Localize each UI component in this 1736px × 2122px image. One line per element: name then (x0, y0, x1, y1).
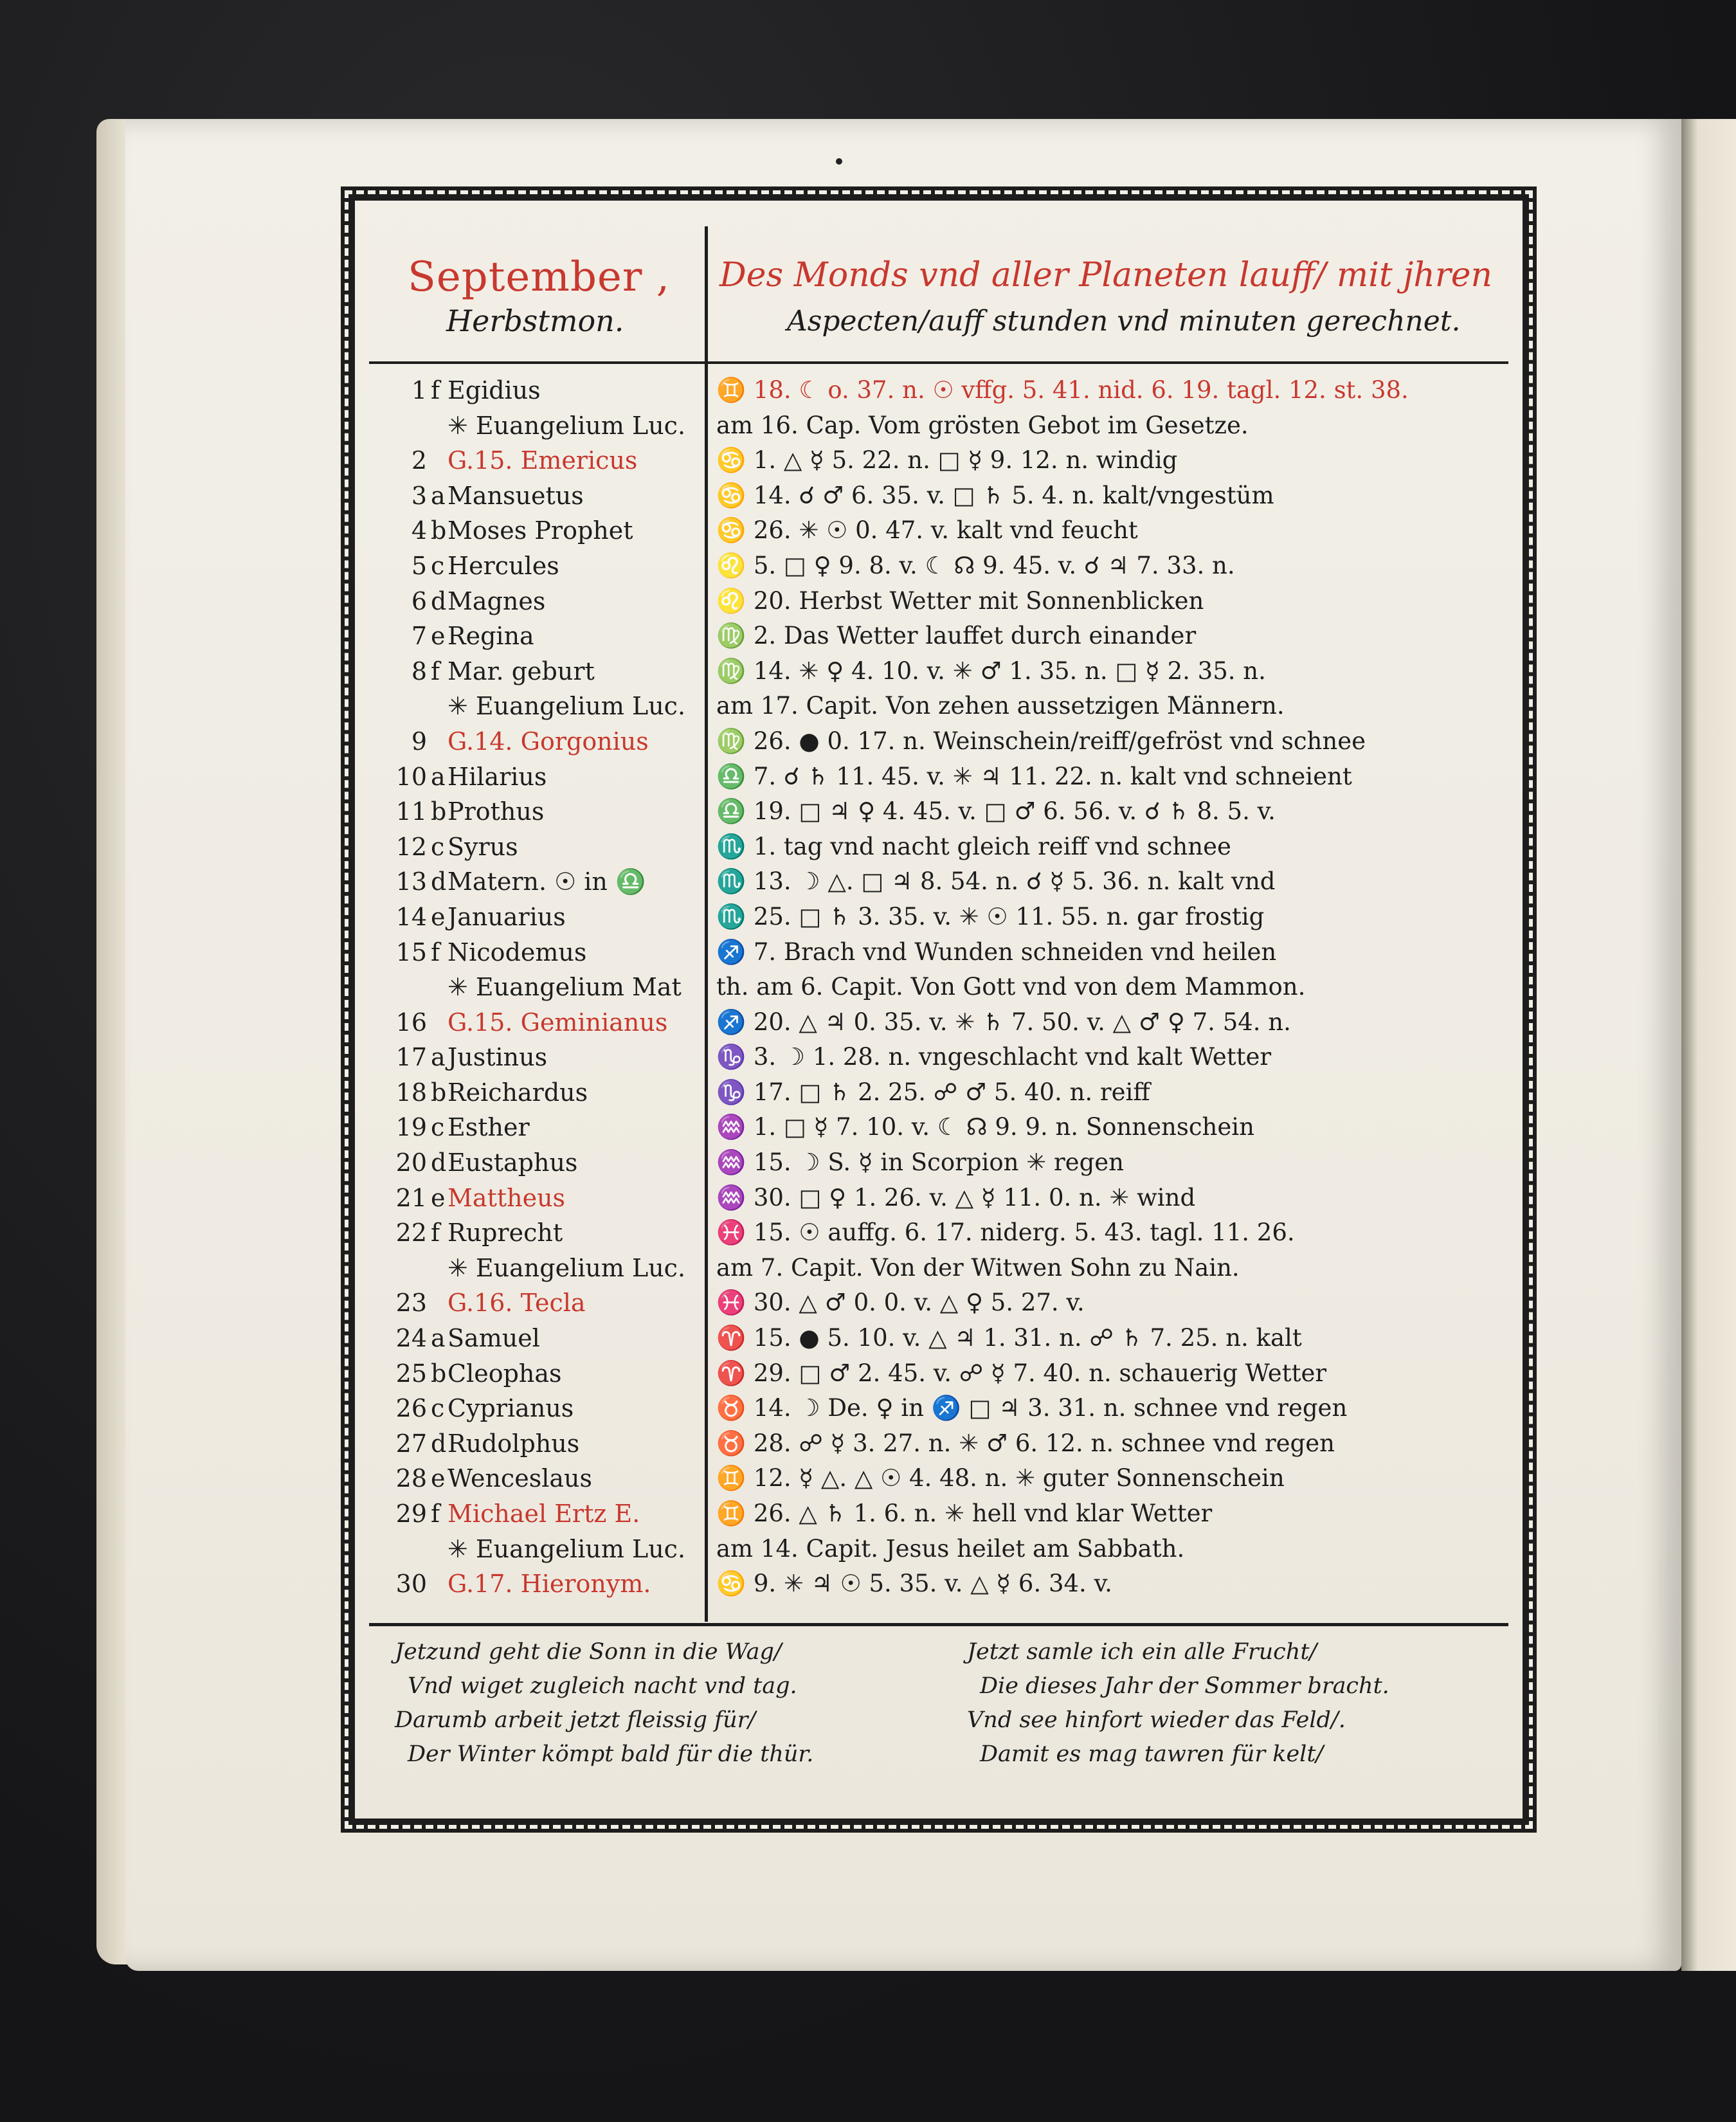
calendar-row (369, 512, 1508, 548)
day-number: 23 (395, 1289, 427, 1318)
calendar-row (369, 829, 1508, 864)
day-number: 27 (395, 1429, 427, 1458)
planet-aspects: ♋ 14. ☌ ♂ 6. 35. v. □ ♄ 5. 4. n. kalt/vngestüm (716, 481, 1274, 509)
dominical-letter: f (431, 376, 440, 404)
dominical-letter: a (431, 1043, 446, 1072)
planet-aspects: ♊ 26. △ ♄ 1. 6. n. ✳ hell vnd klar Wetter (716, 1500, 1213, 1527)
dominical-letter: c (431, 551, 445, 580)
day-number: 8 (411, 657, 427, 685)
dominical-letter: b (431, 516, 447, 545)
day-number: 5 (411, 551, 427, 580)
day-entry (382, 1359, 700, 1388)
day-entry (382, 1078, 700, 1107)
planet-aspects: ♒ 1. □ ☿ 7. 10. v. ☾ ☊ 9. 9. n. Sonnenschein (716, 1113, 1254, 1141)
dominical-letter: e (431, 1464, 446, 1493)
planet-aspects: ♊ 18. ☾ o. 37. n. ☉ vffg. 5. 41. nid. 6. 19. tagl. 12. st. 38. (716, 376, 1409, 404)
saint-name: Moses Prophet (448, 516, 633, 545)
day-number: 1 (411, 376, 427, 404)
saint-name: Nicodemus (448, 938, 587, 966)
saint-name: Egidius (448, 376, 541, 404)
saint-name: G.17. Hieronym. (448, 1570, 651, 1599)
saint-name: Prothus (448, 797, 545, 826)
saint-name: ✳ Euangelium Luc. (448, 1253, 686, 1282)
saint-name: G.15. Geminianus (448, 1008, 668, 1037)
saint-name: Syrus (448, 832, 518, 861)
dominical-letter: d (431, 1148, 447, 1177)
planet-aspects: ♏ 13. ☽ △. □ ♃ 8. 54. n. ☌ ☿ 5. 36. n. kalt vnd (716, 867, 1276, 896)
day-entry (382, 657, 700, 685)
saint-name: Michael Ertz E. (448, 1500, 640, 1528)
day-number: 19 (395, 1113, 427, 1142)
saint-name: Mansuetus (448, 481, 584, 510)
day-entry (382, 867, 700, 896)
day-entry (382, 376, 700, 404)
day-number: 29 (395, 1500, 427, 1528)
planet-aspects: ♍ 2. Das Wetter lauffet durch einander (716, 622, 1197, 650)
planet-aspects: th. am 6. Capit. Von Gott vnd von dem Mammon. (716, 973, 1306, 1001)
header-subtitle: Aspecten/auff stunden vnd minuten gerechnet. (787, 305, 1461, 338)
saint-name: Regina (448, 622, 534, 651)
calendar-row (369, 1180, 1508, 1215)
printer-mark (836, 158, 842, 165)
planet-aspects: ♌ 5. □ ♀ 9. 8. v. ☾ ☊ 9. 45. v. ☌ ♃ 7. 33. n. (716, 551, 1235, 579)
planet-aspects: am 14. Capit. Jesus heilet am Sabbath. (716, 1534, 1185, 1563)
planet-aspects: ♋ 1. △ ☿ 5. 22. n. □ ☿ 9. 12. n. windig (716, 446, 1178, 475)
dominical-letter: c (431, 1113, 445, 1142)
planet-aspects: am 7. Capit. Von der Witwen Sohn zu Nain. (716, 1253, 1240, 1282)
calendar-row (369, 1460, 1508, 1496)
day-entry (382, 833, 700, 861)
day-number: 22 (395, 1219, 427, 1247)
calendar-row (369, 723, 1508, 759)
saint-name: Esther (448, 1113, 530, 1142)
planet-aspects: ♎ 7. ☌ ♄ 11. 45. v. ✳ ♃ 11. 22. n. kalt vnd schneient (716, 762, 1352, 790)
saint-name: Cyprianus (448, 1394, 574, 1423)
calendar-row (369, 759, 1508, 794)
saint-name: ✳ Euangelium Luc. (448, 1534, 686, 1563)
footer-rule (369, 1623, 1508, 1626)
planet-aspects: ♓ 15. ☉ auffg. 6. 17. niderg. 5. 43. tagl. 11. 26. (716, 1219, 1295, 1247)
day-number: 16 (395, 1008, 427, 1037)
day-number: 6 (411, 586, 427, 615)
calendar-row (369, 1250, 1508, 1285)
day-entry (382, 1113, 700, 1141)
saint-name: Mar. geburt (448, 657, 595, 685)
calendar-row (369, 969, 1508, 1004)
saint-name: Rudolphus (448, 1429, 580, 1458)
day-entry (382, 1008, 700, 1037)
planet-aspects: am 17. Capit. Von zehen aussetzigen Männern. (716, 692, 1285, 720)
day-number: 28 (395, 1464, 427, 1493)
day-number: 12 (395, 832, 427, 861)
calendar-row (369, 1496, 1508, 1531)
calendar-row (369, 1145, 1508, 1180)
day-number: 26 (395, 1394, 427, 1423)
dominical-letter: d (431, 867, 447, 896)
calendar-row (369, 934, 1508, 970)
day-entry (382, 446, 700, 475)
saint-name: Samuel (448, 1324, 540, 1353)
day-entry (382, 973, 700, 1001)
day-entry (382, 903, 700, 931)
day-entry (382, 1289, 700, 1317)
planet-aspects: ♍ 14. ✳ ♀ 4. 10. v. ✳ ♂ 1. 35. n. □ ☿ 2. 35. n. (716, 657, 1266, 685)
verse-right-3: Vnd see hinfort wieder das Feld/. (967, 1707, 1346, 1733)
saint-name: Magnes (448, 586, 546, 615)
saint-name: Reichardus (448, 1078, 588, 1107)
dominical-letter: e (431, 622, 446, 651)
day-entry (382, 622, 700, 650)
dominical-letter: b (431, 1359, 447, 1388)
dominical-letter: f (431, 1500, 440, 1528)
day-number: 20 (395, 1148, 427, 1177)
day-number: 13 (395, 867, 427, 896)
planet-aspects: ♈ 15. ● 5. 10. v. △ ♃ 1. 31. n. ☍ ♄ 7. 25. n. kalt (716, 1324, 1302, 1352)
verse-right-4: Damit es mag tawren für kelt/ (980, 1741, 1324, 1767)
day-entry (382, 1429, 700, 1458)
day-number: 15 (395, 938, 427, 966)
calendar-row (369, 583, 1508, 619)
calendar-row (369, 618, 1508, 653)
dominical-letter: f (431, 1219, 440, 1247)
verse-left-4: Der Winter kömpt bald für die thür. (408, 1741, 814, 1767)
facing-page-edge (1681, 119, 1736, 1971)
saint-name: Januarius (448, 902, 566, 931)
calendar-row (369, 793, 1508, 829)
calendar-row (369, 1109, 1508, 1145)
calendar-row (369, 1004, 1508, 1040)
day-entry (382, 727, 700, 756)
day-number: 18 (395, 1078, 427, 1107)
calendar-row (369, 1356, 1508, 1391)
calendar-row (369, 1426, 1508, 1461)
saint-name: G.15. Emericus (448, 446, 638, 475)
planet-aspects: ♑ 3. ☽ 1. 28. n. vngeschlacht vnd kalt Wetter (716, 1043, 1272, 1071)
day-entry (382, 516, 700, 545)
day-entry (382, 1219, 700, 1247)
calendar-row (369, 653, 1508, 689)
day-entry (382, 1254, 700, 1282)
header-title: Des Monds vnd aller Planeten lauff/ mit jhren (719, 256, 1493, 295)
planet-aspects: ♋ 26. ✳ ☉ 0. 47. v. kalt vnd feucht (716, 516, 1138, 545)
saint-name: Hilarius (448, 762, 547, 791)
day-number: 9 (411, 727, 427, 756)
dominical-letter: e (431, 1183, 446, 1212)
calendar-row (369, 899, 1508, 934)
calendar-row (369, 408, 1508, 443)
verse-right-2: Die dieses Jahr der Sommer bracht. (980, 1673, 1389, 1699)
day-entry (382, 1324, 700, 1352)
day-number: 7 (411, 622, 427, 651)
dominical-letter: b (431, 797, 447, 826)
day-number: 30 (395, 1570, 427, 1599)
calendar-row (369, 1531, 1508, 1566)
dominical-letter: f (431, 657, 440, 685)
day-entry (382, 587, 700, 615)
planet-aspects: ♐ 20. △ ♃ 0. 35. v. ✳ ♄ 7. 50. v. △ ♂ ♀ 7. 54. n. (716, 1008, 1291, 1036)
calendar-row (369, 688, 1508, 723)
calendar-row (369, 1075, 1508, 1110)
calendar-rows (369, 372, 1508, 1601)
saint-name: Eustaphus (448, 1148, 578, 1177)
day-entry (382, 797, 700, 826)
planet-aspects: ♋ 9. ✳ ♃ ☉ 5. 35. v. △ ☿ 6. 34. v. (716, 1570, 1112, 1598)
day-number: 17 (395, 1043, 427, 1072)
saint-name: G.16. Tecla (448, 1289, 586, 1318)
dominical-letter: b (431, 1078, 447, 1107)
day-number: 25 (395, 1359, 427, 1388)
day-entry (382, 412, 700, 440)
day-entry (382, 1184, 700, 1212)
day-entry (382, 692, 700, 720)
dominical-letter: d (431, 586, 447, 615)
calendar-row (369, 1566, 1508, 1601)
day-number: 21 (395, 1183, 427, 1212)
day-number: 4 (411, 516, 427, 545)
day-entry (382, 763, 700, 791)
day-number: 3 (411, 481, 427, 510)
planet-aspects: ♈ 29. □ ♂ 2. 45. v. ☍ ☿ 7. 40. n. schauerig Wetter (716, 1359, 1327, 1387)
dominical-letter: a (431, 1324, 446, 1353)
day-entry (382, 552, 700, 580)
day-entry (382, 1148, 700, 1177)
month-subtitle: Herbstmon. (446, 304, 624, 338)
day-entry (382, 1394, 700, 1422)
planet-aspects: ♒ 30. □ ♀ 1. 26. v. △ ☿ 11. 0. n. ✳ wind (716, 1183, 1196, 1211)
planet-aspects: ♏ 25. □ ♄ 3. 35. v. ✳ ☉ 11. 55. n. gar frostig (716, 902, 1265, 930)
day-number: 10 (395, 762, 427, 791)
planet-aspects: ♌ 20. Herbst Wetter mit Sonnenblicken (716, 586, 1204, 615)
planet-aspects: ♏ 1. tag vnd nacht gleich reiff vnd schnee (716, 832, 1231, 860)
saint-name: G.14. Gorgonius (448, 727, 649, 756)
verse-right-1: Jetzt samle ich ein alle Frucht/ (967, 1639, 1317, 1665)
saint-name: ✳ Euangelium Mat (448, 973, 682, 1002)
saint-name: Mattheus (448, 1183, 566, 1212)
saint-name: Cleophas (448, 1359, 562, 1388)
planet-aspects: ♓ 30. △ ♂ 0. 0. v. △ ♀ 5. 27. v. (716, 1289, 1085, 1317)
saint-name: Ruprecht (448, 1219, 563, 1247)
verse-left-3: Darumb arbeit jetzt fleissig für/ (395, 1707, 756, 1733)
calendar-row (369, 478, 1508, 513)
planet-aspects: am 16. Cap. Vom grösten Gebot im Gesetze. (716, 411, 1249, 439)
dominical-letter: e (431, 902, 446, 931)
day-entry (382, 482, 700, 510)
calendar-frame (341, 186, 1537, 1833)
day-number: 14 (395, 902, 427, 931)
calendar-row (369, 548, 1508, 583)
calendar-row (369, 864, 1508, 899)
planet-aspects: ♎ 19. □ ♃ ♀ 4. 45. v. □ ♂ 6. 56. v. ☌ ♄ 8. 5. v. (716, 797, 1276, 826)
dominical-letter: a (431, 762, 446, 791)
planet-aspects: ♉ 14. ☽ De. ♀ in ♐ □ ♃ 3. 31. n. schnee vnd regen (716, 1394, 1348, 1422)
day-entry (382, 1535, 700, 1563)
day-entry (382, 1043, 700, 1071)
planet-aspects: ♒ 15. ☽ S. ☿ in Scorpion ✳ regen (716, 1148, 1124, 1177)
saint-name: Justinus (448, 1043, 548, 1072)
day-entry (382, 1570, 700, 1598)
dominical-letter: a (431, 481, 446, 510)
verse-left-1: Jetzund geht die Sonn in die Wag/ (395, 1639, 782, 1665)
saint-name: ✳ Euangelium Luc. (448, 692, 686, 721)
planet-aspects: ♑ 17. □ ♄ 2. 25. ☍ ♂ 5. 40. n. reiff (716, 1078, 1150, 1106)
day-entry (382, 1500, 700, 1528)
header-rule (369, 361, 1508, 364)
day-entry (382, 1464, 700, 1492)
calendar-row (369, 1039, 1508, 1075)
planet-aspects: ♍ 26. ● 0. 17. n. Weinschein/reiff/gefröst vnd schnee (716, 727, 1366, 755)
saint-name: ✳ Euangelium Luc. (448, 411, 686, 440)
saint-name: Hercules (448, 551, 559, 580)
calendar-row (369, 1285, 1508, 1320)
dominical-letter: c (431, 1394, 445, 1423)
day-number: 11 (395, 797, 427, 826)
calendar-row (369, 372, 1508, 408)
calendar-row (369, 442, 1508, 478)
day-number: 24 (395, 1324, 427, 1353)
planet-aspects: ♉ 28. ☍ ☿ 3. 27. n. ✳ ♂ 6. 12. n. schnee vnd regen (716, 1429, 1335, 1457)
month-title: September , (408, 253, 671, 301)
dominical-letter: d (431, 1429, 447, 1458)
planet-aspects: ♊ 12. ☿ △. △ ☉ 4. 48. n. ✳ guter Sonnenschein (716, 1464, 1285, 1492)
calendar-row (369, 1320, 1508, 1356)
calendar-row (369, 1390, 1508, 1426)
planet-aspects: ♐ 7. Brach vnd Wunden schneiden vnd heilen (716, 938, 1277, 966)
day-number: 2 (411, 446, 427, 475)
saint-name: Wenceslaus (448, 1464, 592, 1493)
verse-left-2: Vnd wiget zugleich nacht vnd tag. (408, 1673, 797, 1699)
dominical-letter: f (431, 938, 440, 966)
saint-name: Matern. ☉ in ♎ (448, 867, 646, 896)
calendar-row (369, 1215, 1508, 1250)
day-entry (382, 938, 700, 966)
dominical-letter: c (431, 832, 445, 861)
